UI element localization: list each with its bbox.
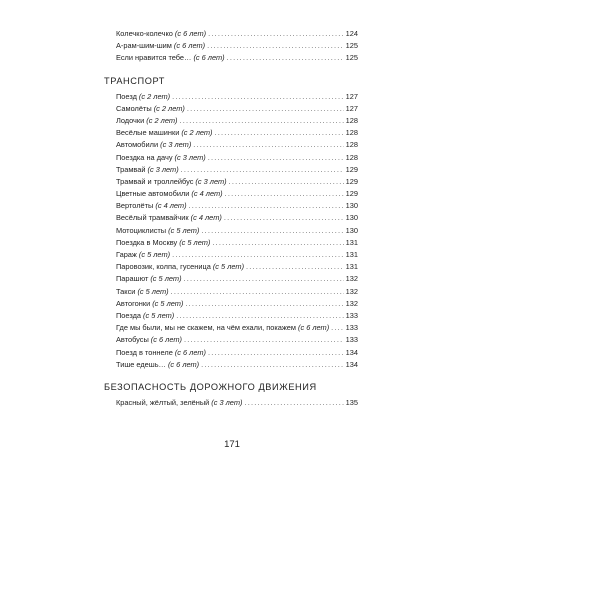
entry-page-number: 124 [345,29,358,38]
entry-page-number: 130 [345,225,358,235]
entry-age: (с 6 лет) [174,29,207,38]
entry-title: Паровозик, колпа, гусеница [116,262,211,272]
entry-age: (с 4 лет) [190,213,222,223]
entry-page-number: 129 [345,176,358,186]
toc-entry [104,273,358,285]
dot-leader [172,91,344,103]
toc-entry [104,127,358,139]
entry-age: (с 5 лет) [152,298,184,308]
dot-leader [227,52,344,64]
toc-entry [104,347,358,359]
entry-age: (с 5 лет) [143,310,175,320]
dot-leader [172,249,344,261]
toc-entry [104,322,358,334]
entry-age: (с 2 лет) [146,115,178,125]
entry-page-number: 132 [345,274,358,284]
entry-title: Трамвай [116,164,146,174]
entry-age: (с 3 лет) [174,152,206,162]
toc-entry [104,200,358,212]
entry-age: (с 6 лет) [167,359,200,369]
entry-age: (с 5 лет) [138,250,171,259]
toc-entry [104,152,358,164]
entry-page-number: 132 [345,298,358,308]
dot-leader [185,298,343,310]
entry-page-number: 125 [345,41,358,51]
toc-entry [104,40,358,52]
section-heading: ТРАНСПОРТ [104,75,165,86]
entry-age: (с 4 лет) [155,201,187,211]
entry-age: (с 3 лет) [147,164,179,174]
toc-entry [104,225,358,237]
dot-leader [184,273,344,285]
toc-entry [104,334,358,346]
dot-leader [171,286,344,298]
entry-page-number: 128 [345,140,358,150]
entry-page-number: 127 [345,91,358,101]
entry-age: (с 2 лет) [138,91,171,101]
entry-age: (с 6 лет) [193,53,225,63]
entry-page-number: 128 [345,115,358,125]
entry-title: Автогонки [116,298,151,308]
entry-title: Тише едешь… [116,359,166,369]
entry-title: Цветные автомобили [116,189,190,199]
entry-title: Колечко-колечко [116,29,173,38]
entry-page-number: 133 [345,323,358,333]
entry-page-number: 133 [345,310,358,320]
entry-title: Весёлые машинки [116,128,180,138]
entry-page-number: 133 [345,335,358,345]
entry-page-number: 132 [345,286,358,296]
entry-title: Мотоциклисты [116,225,167,235]
dot-leader [229,176,344,188]
toc-entry [104,91,358,103]
entry-page-number: 130 [345,201,358,211]
entry-page-number: 131 [345,262,358,272]
entry-age: (с 5 лет) [168,225,200,235]
toc-entry [104,286,358,298]
dot-leader [331,322,343,334]
dot-leader [208,152,344,164]
dot-leader [225,188,344,200]
toc-entry [104,52,358,64]
toc-entry [104,237,358,249]
dot-leader [201,225,343,237]
dot-leader [246,261,344,273]
toc-entry [104,212,358,224]
section-heading: БЕЗОПАСНОСТЬ ДОРОЖНОГО ДВИЖЕНИЯ [104,381,317,392]
toc-entry [104,397,358,409]
entry-age: (с 2 лет) [153,103,185,113]
entry-page-number: 125 [345,53,358,63]
toc-entry [104,103,358,115]
dot-leader [176,310,343,322]
entry-page-number: 131 [345,250,358,259]
entry-title: Вертолёты [116,201,154,211]
toc-entry [104,164,358,176]
entry-page-number: 129 [345,189,358,199]
dot-leader [207,40,344,52]
entry-title: А-рам-шим-шим [116,41,172,51]
entry-title: Где мы были, мы не скажем, на чём ехали, покажем [116,323,296,333]
entry-title: Если нравится тебе… [116,53,192,63]
entry-age: (с 4 лет) [191,189,223,199]
entry-age: (с 6 лет) [297,323,330,333]
dot-leader [181,164,344,176]
entry-title: Весёлый трамвайчик [116,213,189,223]
dot-leader [201,359,344,371]
dot-leader [212,237,343,249]
toc-entry [104,115,358,127]
entry-page-number: 128 [345,128,358,138]
dot-leader [215,127,344,139]
dot-leader [193,139,343,151]
entry-age: (с 5 лет) [150,274,182,284]
entry-page-number: 134 [345,359,358,369]
toc-entry [104,176,358,188]
entry-page-number: 135 [345,397,358,407]
dot-leader [224,212,344,224]
entry-title: Поезд [116,91,137,101]
entry-title: Поезда [116,310,142,320]
toc-entry [104,188,358,200]
entry-age: (с 3 лет) [211,397,243,407]
entry-title: Гараж [116,250,137,259]
dot-leader [187,103,344,115]
entry-title: Красный, жёлтый, зелёный [116,397,210,407]
entry-age: (с 3 лет) [195,176,227,186]
toc-entry [104,261,358,273]
entry-title: Автобусы [116,335,149,345]
entry-age: (с 6 лет) [150,335,182,345]
entry-title: Поезд в тоннеле [116,347,173,357]
toc-entry [104,139,358,151]
dot-leader [179,115,343,127]
entry-title: Самолёты [116,103,152,113]
entry-title: Поездка на дачу [116,152,173,162]
dot-leader [184,334,344,346]
entry-age: (с 6 лет) [173,41,206,51]
entry-title: Лодочки [116,115,145,125]
toc-entry [104,359,358,371]
entry-age: (с 6 лет) [174,347,206,357]
toc-entry [104,310,358,322]
entry-page-number: 130 [345,213,358,223]
dot-leader [208,28,344,40]
dot-leader [208,347,344,359]
entry-title: Поездка в Москву [116,237,178,247]
toc-entry [104,249,358,261]
entry-age: (с 5 лет) [212,262,245,272]
entry-page-number: 131 [345,237,358,247]
entry-title: Парашют [116,274,149,284]
entry-title: Автомобили [116,140,159,150]
dot-leader [244,397,343,409]
entry-page-number: 128 [345,152,358,162]
entry-age: (с 5 лет) [137,286,169,296]
entry-age: (с 5 лет) [179,237,211,247]
table-of-contents [104,28,358,409]
entry-title: Такси [116,286,136,296]
entry-age: (с 2 лет) [181,128,213,138]
page-number: 171 [224,439,240,450]
entry-page-number: 127 [345,103,358,113]
entry-page-number: 134 [345,347,358,357]
entry-age: (с 3 лет) [160,140,192,150]
toc-entry [104,28,358,40]
entry-title: Трамвай и троллейбус [116,176,194,186]
entry-page-number: 129 [345,164,358,174]
dot-leader [189,200,344,212]
toc-entry [104,298,358,310]
